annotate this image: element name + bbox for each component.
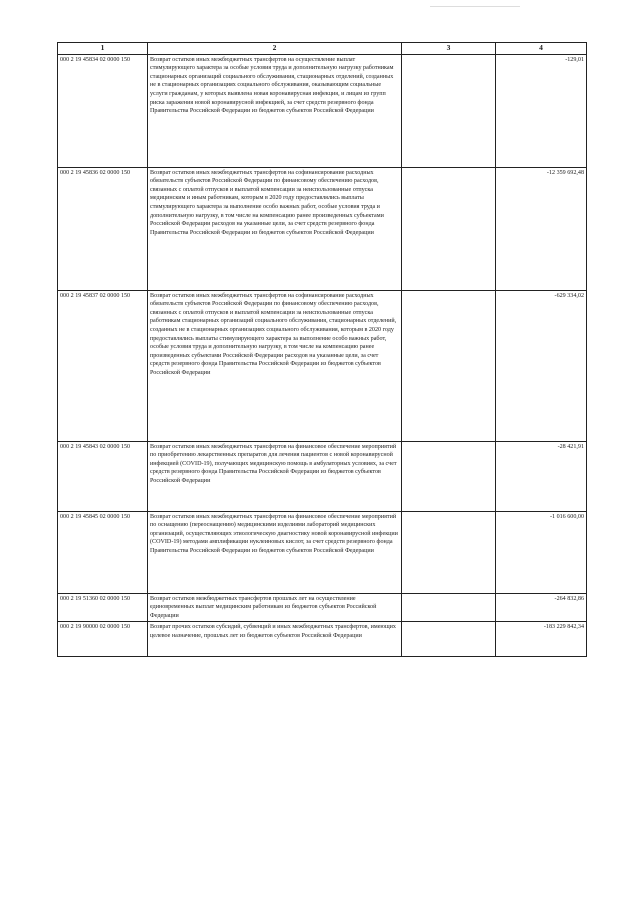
col3-value <box>402 441 496 511</box>
budget-code: 000 2 19 45845 02 0000 150 <box>58 511 148 593</box>
table-row <box>58 511 587 593</box>
budget-return-table <box>57 42 587 657</box>
table-row <box>58 593 587 622</box>
amount: -264 832,86 <box>496 593 587 622</box>
col3-value <box>402 511 496 593</box>
budget-code: 000 2 19 45834 02 0000 150 <box>58 54 148 167</box>
budget-code: 000 2 19 45843 02 0000 150 <box>58 441 148 511</box>
header-col-3: 3 <box>402 43 496 55</box>
description: Возврат остатков иных межбюджетных трансфертов на финансовое обеспечение мероприятий по оснащению (переоснащению) медицинскими изделиями лабораторий медицинских организаций, осуществляющих этиологическую диагностику новой коронавирусной инфекции (COVID-19) методами амплификации нуклеиновых кислот, за счет средств резервного фонда Правительства Российской Федерации из бюджетов субъектов Российской Федерации <box>148 511 402 593</box>
budget-code: 000 2 19 90000 02 0000 150 <box>58 622 148 657</box>
amount: -129,01 <box>496 54 587 167</box>
description: Возврат остатков иных межбюджетных трансфертов на софинансирование расходных обязательств субъектов Российской Федерации по финансовому обеспечению расходов, связанных с оплатой отпусков и выплатой компенсации за неиспользованные отпуска медицинским и иным работникам, которым в 2020 году предоставлялись выплаты стимулирующего характера за выполнение особо важных работ, особые условия труда и дополнительную нагрузку, в том числе на компенсацию ранее произведенных субъектами Российской Федерации расходов на указанные цели, за счет средств резервного фонда Правительства Российской Федерации из бюджетов субъектов Российской Федерации <box>148 167 402 290</box>
col3-value <box>402 167 496 290</box>
header-col-4: 4 <box>496 43 587 55</box>
col3-value <box>402 593 496 622</box>
description: Возврат остатков иных межбюджетных трансфертов на софинансирование расходных обязательств субъектов Российской Федерации по финансовому обеспечению расходов, связанных с оплатой отпусков и выплатой компенсации за неиспользованные отпуска работникам стационарных организаций социального обслуживания, стационарных отделений, созданных не в стационарных организациях социального обслуживания, которым в 2020 году предоставлялись выплаты стимулирующего характера за выполнение особо важных работ, особые условия труда и дополнительную нагрузку, в том числе на компенсацию ранее произведенных субъектами Российской Федерации расходов на указанные цели, за счет средств резервного фонда Правительства Российской Федерации из бюджетов субъектов Российской Федерации <box>148 290 402 441</box>
description: Возврат прочих остатков субсидий, субвенций и иных межбюджетных трансфертов, имеющих целевое назначение, прошлых лет из бюджетов субъектов Российской Федерации <box>148 622 402 657</box>
budget-code: 000 2 19 51360 02 0000 150 <box>58 593 148 622</box>
header-col-2: 2 <box>148 43 402 55</box>
scan-artifact-top <box>430 0 520 7</box>
table-row <box>58 622 587 657</box>
col3-value <box>402 290 496 441</box>
amount: -1 016 600,00 <box>496 511 587 593</box>
table-row <box>58 54 587 167</box>
table-row <box>58 441 587 511</box>
col3-value <box>402 622 496 657</box>
description: Возврат остатков иных межбюджетных трансфертов на финансовое обеспечение мероприятий по приобретению лекарственных препаратов для лечения пациентов с новой коронавирусной инфекцией (COVID-19), получающих медицинскую помощь в амбулаторных условиях, за счет средств резервного фонда Правительства Российской Федерации из бюджетов субъектов Российской Федерации <box>148 441 402 511</box>
amount: -629 334,02 <box>496 290 587 441</box>
amount: -183 229 842,34 <box>496 622 587 657</box>
amount: -28 421,91 <box>496 441 587 511</box>
header-col-1: 1 <box>58 43 148 55</box>
description: Возврат остатков межбюджетных трансфертов прошлых лет на осуществление единовременных выплат медицинским работникам из бюджетов субъектов Российской Федерации <box>148 593 402 622</box>
table-row <box>58 167 587 290</box>
budget-code: 000 2 19 45836 02 0000 150 <box>58 167 148 290</box>
description: Возврат остатков иных межбюджетных трансфертов на осуществление выплат стимулирующего характера за особые условия труда и дополнительную нагрузку работникам стационарных организаций социального обслуживания, стационарных отделений, созданных не в стационарных организациях социального обслуживания, оказывающим социальные услуги гражданам, у которых выявлена новая коронавирусная инфекция, и лицам из групп риска заражения новой коронавирусной инфекцией, за счет средств резервного фонда Правительства Российской Федерации из бюджетов субъектов Российской Федерации <box>148 54 402 167</box>
amount: -12 359 692,48 <box>496 167 587 290</box>
budget-code: 000 2 19 45837 02 0000 150 <box>58 290 148 441</box>
header-row <box>58 43 587 55</box>
col3-value <box>402 54 496 167</box>
table-row <box>58 290 587 441</box>
